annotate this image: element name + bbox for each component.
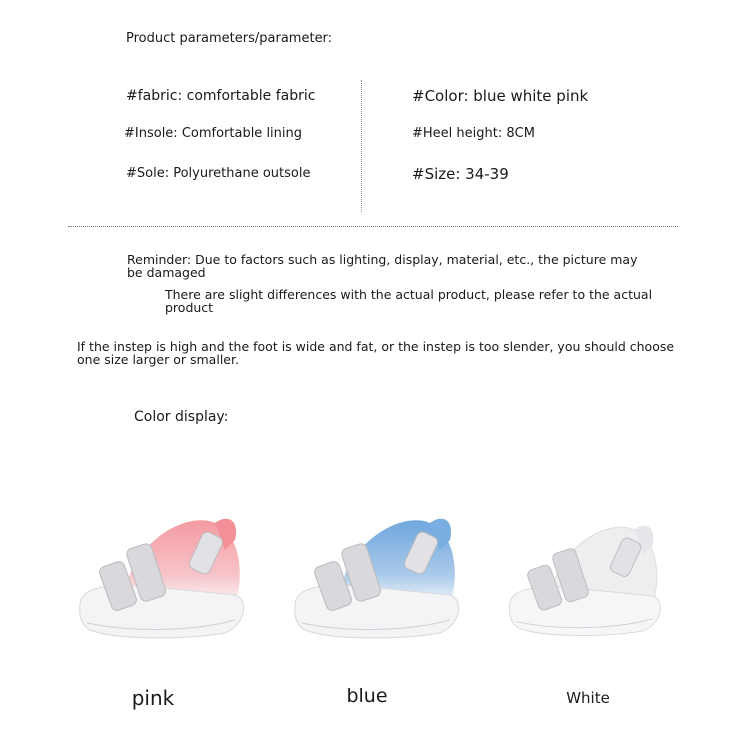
spec-heel-height: #Heel height: 8CM	[412, 126, 535, 141]
params-title: Product parameters/parameter:	[126, 31, 333, 46]
color-label-blue: blue	[346, 685, 388, 707]
difference-note: There are slight differences with the actual product, please refer to the actual product	[165, 287, 653, 315]
blue-sandal-image	[290, 505, 480, 645]
spec-insole: #Insole: Comfortable lining	[124, 126, 303, 141]
spec-size: #Size: 34-39	[412, 165, 509, 183]
spec-sole: #Sole: Polyurethane outsole	[126, 166, 311, 181]
spec-color: #Color: blue white pink	[412, 87, 589, 105]
spec-fabric: #fabric: comfortable fabric	[126, 88, 316, 104]
color-display-title: Color display:	[134, 409, 229, 425]
pink-sandal-image	[75, 505, 265, 645]
section-divider	[68, 226, 678, 227]
column-divider	[361, 80, 362, 212]
color-label-white: White	[566, 689, 610, 707]
white-sandal-image	[505, 510, 680, 645]
instep-note: If the instep is high and the foot is wide and fat, or the instep is too slender, you should choose one size larger or smaller.	[77, 339, 675, 367]
reminder-note: Reminder: Due to factors such as lighting, display, material, etc., the picture may be damaged	[127, 252, 638, 280]
color-label-pink: pink	[131, 686, 175, 710]
